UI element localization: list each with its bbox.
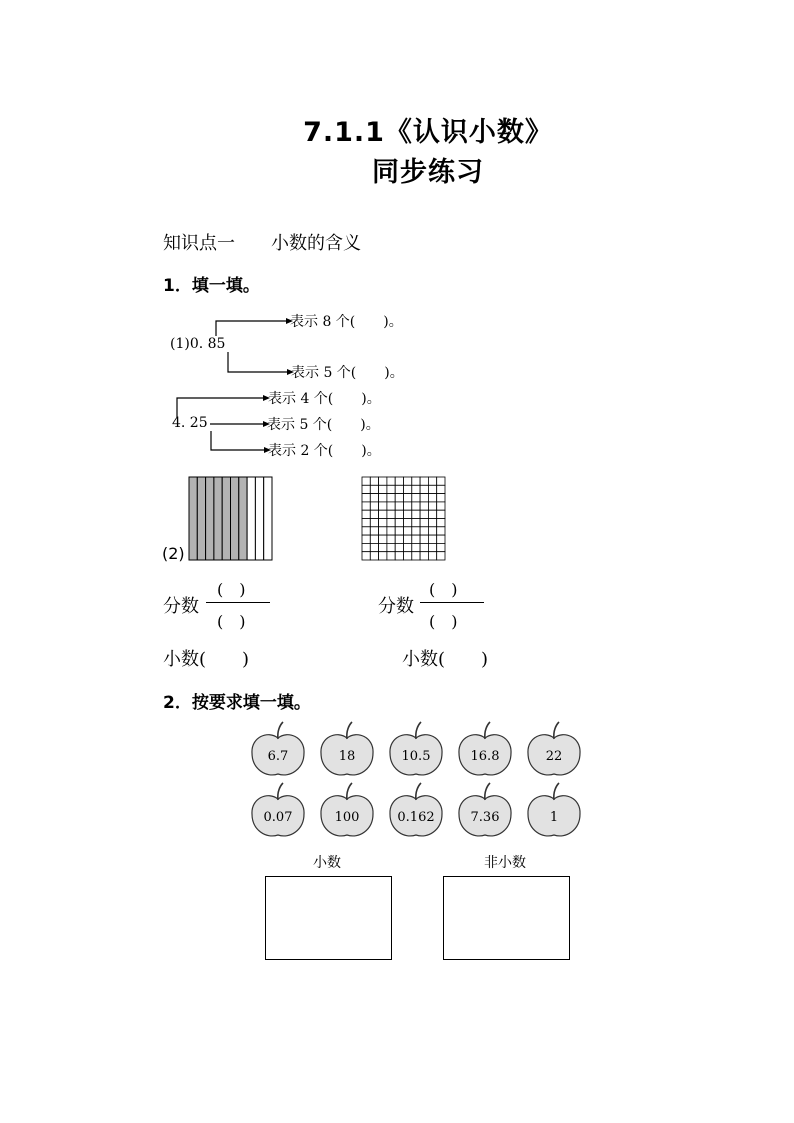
text-085-bottom: 表示 5 个( )。 bbox=[291, 365, 404, 381]
apple-label: 18 bbox=[338, 749, 356, 764]
fraction-bar-right bbox=[420, 602, 484, 603]
grid-cell bbox=[395, 543, 403, 551]
grid-cell bbox=[420, 519, 428, 527]
grid-cell bbox=[362, 477, 370, 485]
grid-cell bbox=[387, 510, 395, 518]
apple-set bbox=[0, 710, 794, 845]
grid-cell bbox=[387, 552, 395, 560]
text-425-line3: 表示 2 个( )。 bbox=[268, 443, 381, 459]
grid-cell bbox=[370, 477, 378, 485]
grid-cell bbox=[437, 485, 445, 493]
grid-cell bbox=[428, 552, 436, 560]
grid-cell bbox=[437, 519, 445, 527]
grid-cell bbox=[395, 502, 403, 510]
grid-cell bbox=[437, 477, 445, 485]
grid-cell bbox=[412, 552, 420, 560]
grid-cell bbox=[404, 552, 412, 560]
grid-cell bbox=[387, 535, 395, 543]
left-strip-grid bbox=[188, 476, 273, 561]
grid-cell bbox=[420, 552, 428, 560]
grid-cell bbox=[379, 552, 387, 560]
grid-cell bbox=[437, 543, 445, 551]
grid-cell bbox=[420, 527, 428, 535]
grid-cell bbox=[428, 502, 436, 510]
grid-cell bbox=[428, 494, 436, 502]
apple bbox=[528, 722, 580, 775]
grid-cell bbox=[437, 502, 445, 510]
grid-cell bbox=[387, 477, 395, 485]
grid-cell bbox=[395, 552, 403, 560]
grid-cell bbox=[370, 535, 378, 543]
decimal-425: 4. 25 bbox=[172, 415, 208, 431]
grid-cell bbox=[370, 494, 378, 502]
grid-cell bbox=[362, 535, 370, 543]
grid-cell bbox=[412, 477, 420, 485]
decimal-answer-box[interactable] bbox=[265, 876, 392, 960]
grid-cell bbox=[387, 502, 395, 510]
grid-cell bbox=[437, 535, 445, 543]
grid-cell bbox=[437, 552, 445, 560]
grid-cell bbox=[428, 535, 436, 543]
grid-cell bbox=[362, 552, 370, 560]
grid-cell bbox=[412, 494, 420, 502]
apple bbox=[459, 783, 511, 836]
grid-cell bbox=[437, 527, 445, 535]
grid-cell bbox=[404, 510, 412, 518]
question-2-heading: 2．按要求填一填。 bbox=[163, 693, 311, 713]
box-right-label: 非小数 bbox=[484, 855, 526, 871]
grid-cell bbox=[404, 535, 412, 543]
fraction-label-right: 分数 bbox=[378, 596, 414, 617]
grid-cell bbox=[420, 535, 428, 543]
apple bbox=[252, 722, 304, 775]
grid-cell bbox=[379, 519, 387, 527]
grid-cell bbox=[428, 477, 436, 485]
apple bbox=[390, 783, 442, 836]
strip-cell bbox=[255, 477, 263, 560]
grid-cell bbox=[387, 543, 395, 551]
grid-cell bbox=[412, 519, 420, 527]
strip-cell bbox=[222, 477, 230, 560]
arrow-425-bottom bbox=[211, 431, 264, 450]
grid-cell bbox=[387, 494, 395, 502]
grid-cell bbox=[387, 519, 395, 527]
grid-cell bbox=[370, 502, 378, 510]
grid-cell bbox=[379, 510, 387, 518]
apple bbox=[459, 722, 511, 775]
fraction-den-left: ( ) bbox=[217, 612, 246, 631]
grid-cell bbox=[370, 519, 378, 527]
grid-cell bbox=[379, 477, 387, 485]
grid-cell bbox=[379, 535, 387, 543]
decimal-answer-left: 小数( ) bbox=[163, 649, 250, 670]
grid-cell bbox=[404, 543, 412, 551]
decimal-answer-right: 小数( ) bbox=[402, 649, 489, 670]
fraction-num-right: ( ) bbox=[429, 580, 458, 599]
text-425-line1: 表示 4 个( )。 bbox=[268, 391, 381, 407]
apple bbox=[321, 722, 373, 775]
grid-cell bbox=[428, 527, 436, 535]
question-1-heading: 1．填一填。 bbox=[163, 276, 260, 296]
apple-label: 0.07 bbox=[263, 810, 293, 825]
grid-cell bbox=[370, 527, 378, 535]
grid-cell bbox=[420, 485, 428, 493]
grid-cell bbox=[395, 535, 403, 543]
grid-cell bbox=[379, 494, 387, 502]
grid-cell bbox=[428, 510, 436, 518]
grid-cell bbox=[379, 527, 387, 535]
grid-cell bbox=[362, 494, 370, 502]
apple bbox=[321, 783, 373, 836]
grid-cell bbox=[404, 494, 412, 502]
grid-cell bbox=[404, 485, 412, 493]
grid-cell bbox=[379, 485, 387, 493]
grid-cell bbox=[412, 527, 420, 535]
grid-cell bbox=[370, 552, 378, 560]
grid-cell bbox=[404, 527, 412, 535]
grid-cell bbox=[420, 494, 428, 502]
grid-cell bbox=[387, 485, 395, 493]
grid-cell bbox=[437, 510, 445, 518]
grid-cell bbox=[412, 502, 420, 510]
apple-label: 7.36 bbox=[470, 810, 500, 825]
box-left-label: 小数 bbox=[313, 855, 341, 871]
grid-cell bbox=[362, 510, 370, 518]
text-085-top: 表示 8 个( )。 bbox=[290, 314, 403, 330]
strip-cell bbox=[206, 477, 214, 560]
decimal-085: (1)0. 85 bbox=[170, 336, 226, 352]
grid-cell bbox=[437, 494, 445, 502]
grid-cell bbox=[370, 543, 378, 551]
apple-label: 16.8 bbox=[470, 749, 500, 764]
fraction-bar-left bbox=[206, 602, 270, 603]
page-subtitle: 同步练习 bbox=[372, 157, 484, 188]
apple-label: 1 bbox=[549, 810, 559, 825]
grid-cell bbox=[420, 502, 428, 510]
grid-cell bbox=[420, 477, 428, 485]
apple-label: 22 bbox=[545, 749, 563, 764]
fraction-den-right: ( ) bbox=[429, 612, 458, 631]
fraction-num-left: ( ) bbox=[217, 580, 246, 599]
grid-cell bbox=[395, 527, 403, 535]
strip-cell bbox=[247, 477, 255, 560]
apple-label: 6.7 bbox=[267, 749, 289, 764]
grid-cell bbox=[362, 519, 370, 527]
arrow-085-top bbox=[216, 321, 286, 336]
grid-cell bbox=[370, 485, 378, 493]
grid-cell bbox=[362, 485, 370, 493]
grid-cell bbox=[362, 527, 370, 535]
grid-cell bbox=[412, 535, 420, 543]
grid-cell bbox=[379, 543, 387, 551]
part-2-label: (2) bbox=[162, 544, 185, 563]
apple-label: 10.5 bbox=[401, 749, 431, 764]
right-square-grid bbox=[361, 476, 446, 561]
grid-cell bbox=[395, 519, 403, 527]
strip-cell bbox=[239, 477, 247, 560]
non-decimal-answer-box[interactable] bbox=[443, 876, 570, 960]
grid-cell bbox=[428, 519, 436, 527]
grid-cell bbox=[387, 527, 395, 535]
grid-cell bbox=[404, 477, 412, 485]
grid-cell bbox=[428, 543, 436, 551]
grid-cell bbox=[420, 543, 428, 551]
strip-cell bbox=[214, 477, 222, 560]
text-425-line2: 表示 5 个( )。 bbox=[267, 417, 380, 433]
grid-cell bbox=[412, 485, 420, 493]
grid-cell bbox=[395, 494, 403, 502]
apple bbox=[252, 783, 304, 836]
grid-cell bbox=[428, 485, 436, 493]
fraction-label-left: 分数 bbox=[163, 596, 199, 617]
strip-cell bbox=[264, 477, 272, 560]
grid-cell bbox=[370, 510, 378, 518]
grid-cell bbox=[395, 485, 403, 493]
apple-label: 100 bbox=[334, 810, 360, 825]
apple-label: 0.162 bbox=[397, 810, 435, 825]
grid-cell bbox=[362, 543, 370, 551]
grid-cell bbox=[420, 510, 428, 518]
grid-cell bbox=[404, 502, 412, 510]
apple bbox=[528, 783, 580, 836]
grid-cell bbox=[412, 543, 420, 551]
apple bbox=[390, 722, 442, 775]
grid-cell bbox=[379, 502, 387, 510]
grid-cell bbox=[395, 477, 403, 485]
arrows-085 bbox=[0, 0, 794, 470]
strip-cell bbox=[197, 477, 205, 560]
section-heading: 知识点一 小数的含义 bbox=[163, 233, 361, 254]
page-title: 7.1.1《认识小数》 bbox=[303, 117, 553, 148]
strip-cell bbox=[231, 477, 239, 560]
grid-cell bbox=[362, 502, 370, 510]
grid-cell bbox=[412, 510, 420, 518]
strip-cell bbox=[189, 477, 197, 560]
arrow-085-bottom bbox=[228, 352, 287, 372]
grid-cell bbox=[404, 519, 412, 527]
grid-cell bbox=[395, 510, 403, 518]
